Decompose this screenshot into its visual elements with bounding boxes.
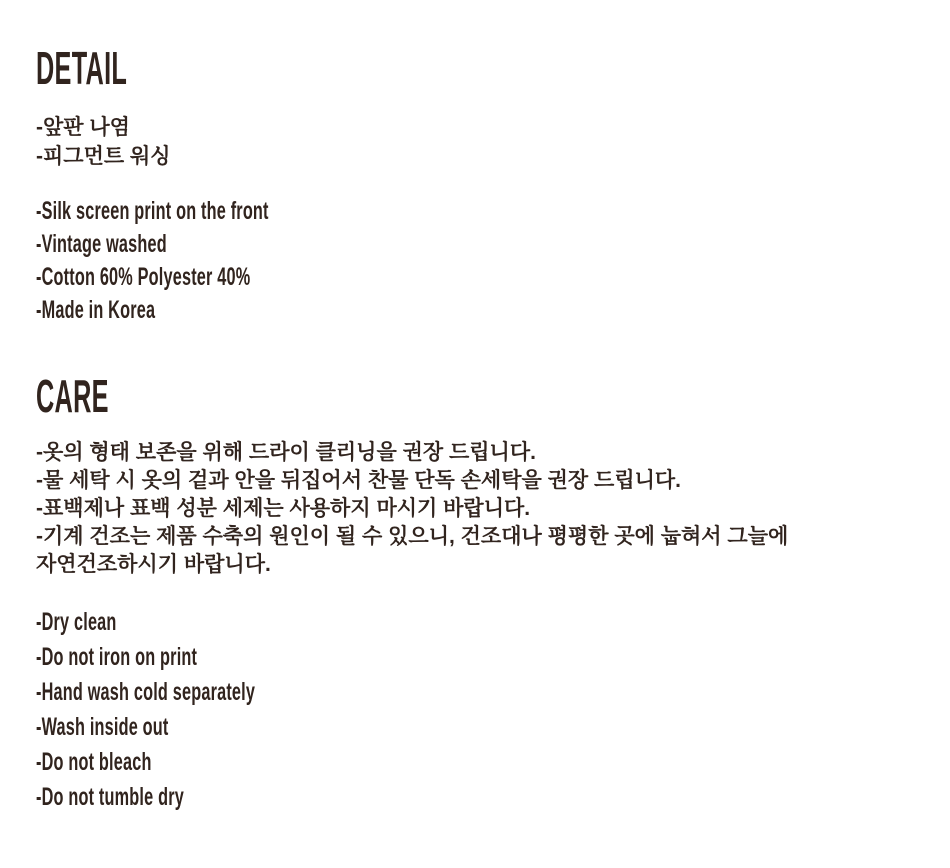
detail-english-line: -Vintage washed	[36, 230, 167, 258]
care-korean-lines	[36, 439, 950, 579]
detail-english-lines	[36, 195, 950, 327]
care-heading: CARE	[36, 370, 109, 422]
detail-korean-line: -피그먼트 워싱	[36, 145, 171, 168]
detail-english-line: -Silk screen print on the front	[36, 197, 269, 225]
care-section	[36, 370, 950, 815]
care-korean-line: -기계 건조는 제품 수축의 원인이 될 수 있으니, 건조대나 평평한 곳에 눕혀서 그늘에	[36, 525, 789, 548]
detail-english-line: -Made in Korea	[36, 296, 156, 324]
care-korean-line: -표백제나 표백 성분 세제는 사용하지 마시기 바랍니다.	[36, 497, 531, 520]
care-english-lines	[36, 605, 950, 815]
care-english-line: -Do not tumble dry	[36, 783, 184, 811]
care-english-line: -Wash inside out	[36, 713, 169, 741]
detail-korean-line: -앞판 나염	[36, 116, 130, 139]
care-korean-line: -옷의 형태 보존을 위해 드라이 클리닝을 권장 드립니다.	[36, 441, 536, 464]
care-english-line: -Hand wash cold separately	[36, 678, 256, 706]
care-english-line: -Dry clean	[36, 608, 117, 636]
detail-section	[36, 42, 950, 327]
care-korean-line: 자연건조하시기 바랍니다.	[36, 553, 271, 576]
detail-english-line: -Cotton 60% Polyester 40%	[36, 263, 251, 291]
detail-heading: DETAIL	[36, 42, 128, 94]
care-english-line: -Do not bleach	[36, 748, 152, 776]
detail-korean-lines	[36, 113, 950, 171]
care-english-line: -Do not iron on print	[36, 643, 198, 671]
care-korean-line: -물 세탁 시 옷의 겉과 안을 뒤집어서 찬물 단독 손세탁을 권장 드립니다.	[36, 469, 682, 492]
